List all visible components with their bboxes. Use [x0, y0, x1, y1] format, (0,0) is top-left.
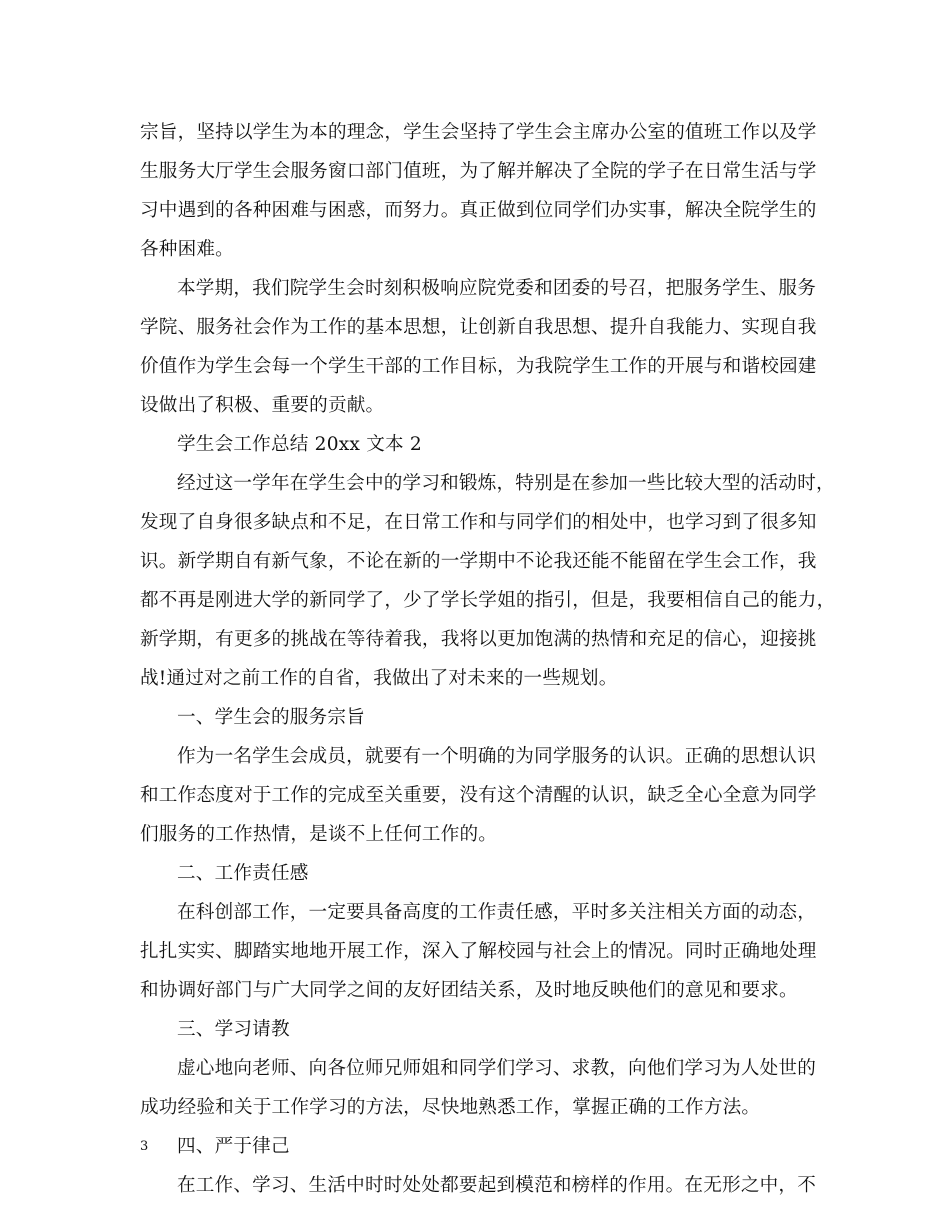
text-line: 在工作、学习、生活中时时处处都要起到模范和榜样的作用。在无形之中，不 — [177, 1175, 816, 1196]
text-line: 作为一名学生会成员，就要有一个明确的为同学服务的认识。正确的思想认识 — [177, 746, 816, 767]
text-line: 战!通过对之前工作的自省，我做出了对未来的一些规划。 — [140, 668, 618, 689]
text-line: 学生会工作总结 20xx 文本 2 — [177, 434, 422, 455]
text-line: 价值作为学生会每一个学生干部的工作目标，为我院学生工作的开展与和谐校园建 — [140, 356, 817, 377]
text-line: 设做出了积极、重要的贡献。 — [140, 395, 385, 416]
text-line: 四、严于律己 — [177, 1136, 290, 1157]
text-line: 扎扎实实、脚踏实地地开展工作，深入了解校园与社会上的情况。同时正确地处理 — [140, 941, 817, 962]
text-line: 宗旨，坚持以学生为本的理念，学生会坚持了学生会主席办公室的值班工作以及学 — [140, 122, 817, 143]
text-line: 都不再是刚进大学的新同学了，少了学长学姐的指引，但是，我要相信自己的能力， — [140, 590, 836, 611]
text-line: 和工作态度对于工作的完成至关重要，没有这个清醒的认识，缺乏全心全意为同学 — [140, 785, 817, 806]
text-line: 和协调好部门与广大同学之间的友好团结关系，及时地反映他们的意见和要求。 — [140, 980, 798, 1001]
text-line: 三、学习请教 — [177, 1019, 290, 1040]
text-line: 生服务大厅学生会服务窗口部门值班，为了解并解决了全院的学子在日常生活与学 — [140, 161, 817, 182]
text-line: 虚心地向老师、向各位师兄师姐和同学们学习、求教，向他们学习为人处世的 — [177, 1058, 816, 1079]
text-line: 识。新学期自有新气象，不论在新的一学期中不论我还能不能留在学生会工作，我 — [140, 551, 817, 572]
page-number: 3 — [140, 1139, 149, 1154]
document-body — [140, 113, 836, 1205]
text-line: 经过这一学年在学生会中的学习和锻炼，特别是在参加一些比较大型的活动时， — [177, 473, 835, 494]
text-line: 发现了自身很多缺点和不足，在日常工作和与同学们的相处中，也学习到了很多知 — [140, 512, 817, 533]
text-line: 各种困难。 — [140, 239, 234, 260]
text-line: 成功经验和关于工作学习的方法，尽快地熟悉工作，掌握正确的工作方法。 — [140, 1097, 761, 1118]
text-line: 本学期，我们院学生会时刻积极响应院党委和团委的号召，把服务学生、服务 — [177, 278, 816, 299]
text-line: 一、学生会的服务宗旨 — [177, 707, 365, 728]
text-line: 们服务的工作热情，是谈不上任何工作的。 — [140, 824, 498, 845]
text-line: 在科创部工作，一定要具备高度的工作责任感，平时多关注相关方面的动态， — [177, 902, 816, 923]
text-line: 二、工作责任感 — [177, 863, 309, 884]
text-line: 新学期，有更多的挑战在等待着我，我将以更加饱满的热情和充足的信心，迎接挑 — [140, 629, 817, 650]
text-line: 习中遇到的各种困难与困惑，而努力。真正做到位同学们办实事，解决全院学生的 — [140, 200, 817, 221]
text-line: 学院、服务社会作为工作的基本思想，让创新自我思想、提升自我能力、实现自我 — [140, 317, 817, 338]
